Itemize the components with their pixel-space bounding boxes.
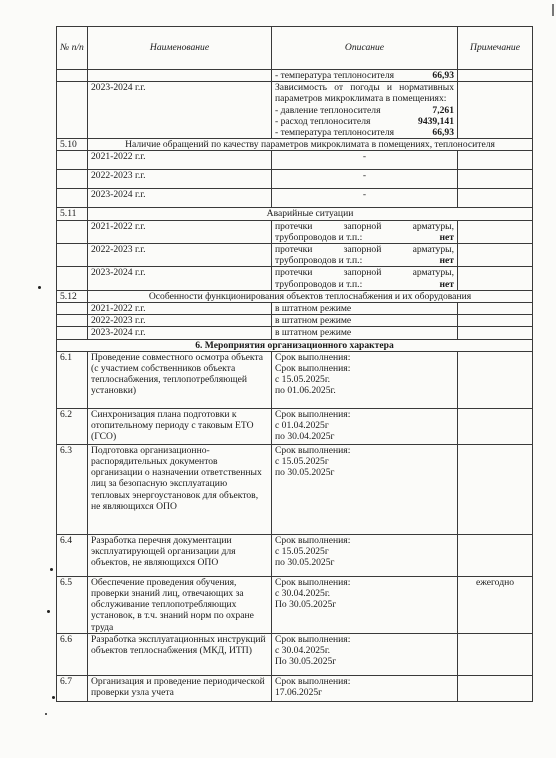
section-row: 5.11 Аварийные ситуации (57, 208, 533, 220)
document-page (56, 26, 532, 702)
section-row: 5.12 Особенности функционирования объектов теплоснабжения и их оборудования (57, 290, 533, 302)
table-header (57, 27, 533, 70)
measure-name: Разработка эксплуатационных инструкций объектов теплоснабжения (МКД, ИТП) (88, 633, 272, 675)
table-row: 2022-2023 г.г. - (57, 170, 533, 189)
scan-speck (38, 286, 41, 289)
measure-deadline: Срок выполнения: с 30.04.2025г. По 30.05.2025г (272, 576, 458, 633)
header-name: Наименование (88, 27, 272, 70)
scan-speck (45, 713, 47, 715)
measure-deadline: Срок выполнения: 17.06.2025г (272, 675, 458, 701)
table-row: 2021-2022 г.г. - (57, 151, 533, 170)
measure-name: Проведение совместного осмотра объекта (с участием собственников объекта теплоснабжения, теплопотребляющей установки) (88, 351, 272, 408)
pressure-label: - давление теплоносителя (275, 104, 381, 116)
table-row: 2023-2024 г.г. протечки запорной арматуры, трубопроводов и т.п.: нет (57, 267, 533, 290)
table-row: 6.3 Подготовка организационно-распорядительных документов организации о назначении ответственных лиц за безопасную эксплуатацию тепловых энергоустановок для объектов, не являющихся ОПО Срок выполнения: с 15.05.2025г по 30.05.2025г (57, 444, 533, 534)
scan-speck (47, 610, 50, 613)
flow-value: 9439,141 (418, 115, 454, 127)
table-row: 2022-2023 г.г. протечки запорной арматуры, трубопроводов и т.п.: нет (57, 244, 533, 267)
table-row: 2023-2024 г.г. - (57, 189, 533, 208)
plan-table (56, 26, 533, 702)
table-row: 2021-2022 г.г. протечки запорной арматуры, трубопроводов и т.п.: нет (57, 220, 533, 243)
intro-text: Зависимость от погоды и нормативных параметров микроклимата в помещениях: (275, 82, 454, 105)
table-row: 6.1 Проведение совместного осмотра объекта (с участием собственников объекта теплоснабжения, теплопотребляющей установки) Срок выполнения: Срок выполнения: с 15.05.2025г. по 01.06.2025г. (57, 351, 533, 408)
scan-speck (552, 4, 554, 16)
measure-deadline: Срок выполнения: с 15.05.2025г по 30.05.2025г (272, 444, 458, 534)
measure-name: Разработка перечня документации эксплуатирующей организации для объектов, не являющихся ОПО (88, 534, 272, 576)
header-note: Примечание (458, 27, 533, 70)
section-row: 5.10 Наличие обращений по качеству параметров микроклимата в помещениях, теплоносителя (57, 139, 533, 151)
measure-deadline: Срок выполнения: с 15.05.2025г по 30.05.2025г (272, 534, 458, 576)
table-row: 6.5 Обеспечение проведения обучения, проверки знаний лиц, отвечающих за обслуживание теплопотребляющих установок, в т.ч. знаний норм по охране труда Срок выполнения: с 30.04.2025г. По 30.05.2025г ежегодно (57, 576, 533, 633)
temp-value: 66,93 (432, 70, 454, 81)
measure-name: Подготовка организационно-распорядительных документов организации о назначении ответственных лиц за безопасную эксплуатацию тепловых энергоустановок для объектов, не являющихся ОПО (88, 444, 272, 534)
section-6-title: 6. Мероприятия организационного характера (57, 339, 533, 351)
temp-label: - температура теплоносителя (275, 70, 395, 81)
pressure-value: 7,261 (432, 104, 454, 116)
section-title: Наличие обращений по качеству параметров микроклимата в помещениях, теплоносителя (88, 139, 533, 151)
temperature-label: - температура теплоносителя (275, 127, 395, 139)
measure-deadline: Срок выполнения: с 01.04.2025г по 30.04.2025г (272, 408, 458, 444)
measure-deadline: Срок выполнения: Срок выполнения: с 15.05.2025г. по 01.06.2025г. (272, 351, 458, 408)
table-row: 2021-2022 г.г. в штатном режиме (57, 303, 533, 315)
table-row: 6.4 Разработка перечня документации эксплуатирующей организации для объектов, не являющихся ОПО Срок выполнения: с 15.05.2025г по 30.05.2025г (57, 534, 533, 576)
table-row (57, 82, 533, 139)
measure-name: Обеспечение проведения обучения, проверки знаний лиц, отвечающих за обслуживание теплопотребляющих установок, в т.ч. знаний норм по охране труда (88, 576, 272, 633)
table-row: 2023-2024 г.г. в штатном режиме (57, 327, 533, 339)
table-row: 6.7 Организация и проведение периодической проверки узла учета Срок выполнения: 17.06.2025г (57, 675, 533, 701)
flow-label: - расход теплоносителя (275, 115, 371, 127)
table-row: 2022-2023 г.г. в штатном режиме (57, 315, 533, 327)
section-title: Особенности функционирования объектов теплоснабжения и их оборудования (88, 290, 533, 302)
scan-speck (52, 696, 55, 699)
table-row: 6.2 Синхронизация плана подготовки к отопительному периоду с таковым ЕТО (ГСО) Срок выполнения: с 01.04.2025г по 30.04.2025г (57, 408, 533, 444)
measure-name: Синхронизация плана подготовки к отопительному периоду с таковым ЕТО (ГСО) (88, 408, 272, 444)
period-cell: 2023-2024 г.г. (88, 82, 272, 139)
measure-deadline: Срок выполнения: с 30.04.2025г. По 30.05.2025г (272, 633, 458, 675)
measure-note: ежегодно (458, 576, 533, 633)
scan-speck (50, 568, 53, 571)
header-desc: Описание (272, 27, 458, 70)
temperature-value: 66,93 (432, 127, 454, 139)
measure-name: Организация и проведение периодической проверки узла учета (88, 675, 272, 701)
table-row: 6.6 Разработка эксплуатационных инструкций объектов теплоснабжения (МКД, ИТП) Срок выполнения: с 30.04.2025г. По 30.05.2025г (57, 633, 533, 675)
section-title: Аварийные ситуации (88, 208, 533, 220)
table-row (57, 70, 533, 82)
section-row (57, 339, 533, 351)
header-num: № п/п (57, 27, 88, 70)
